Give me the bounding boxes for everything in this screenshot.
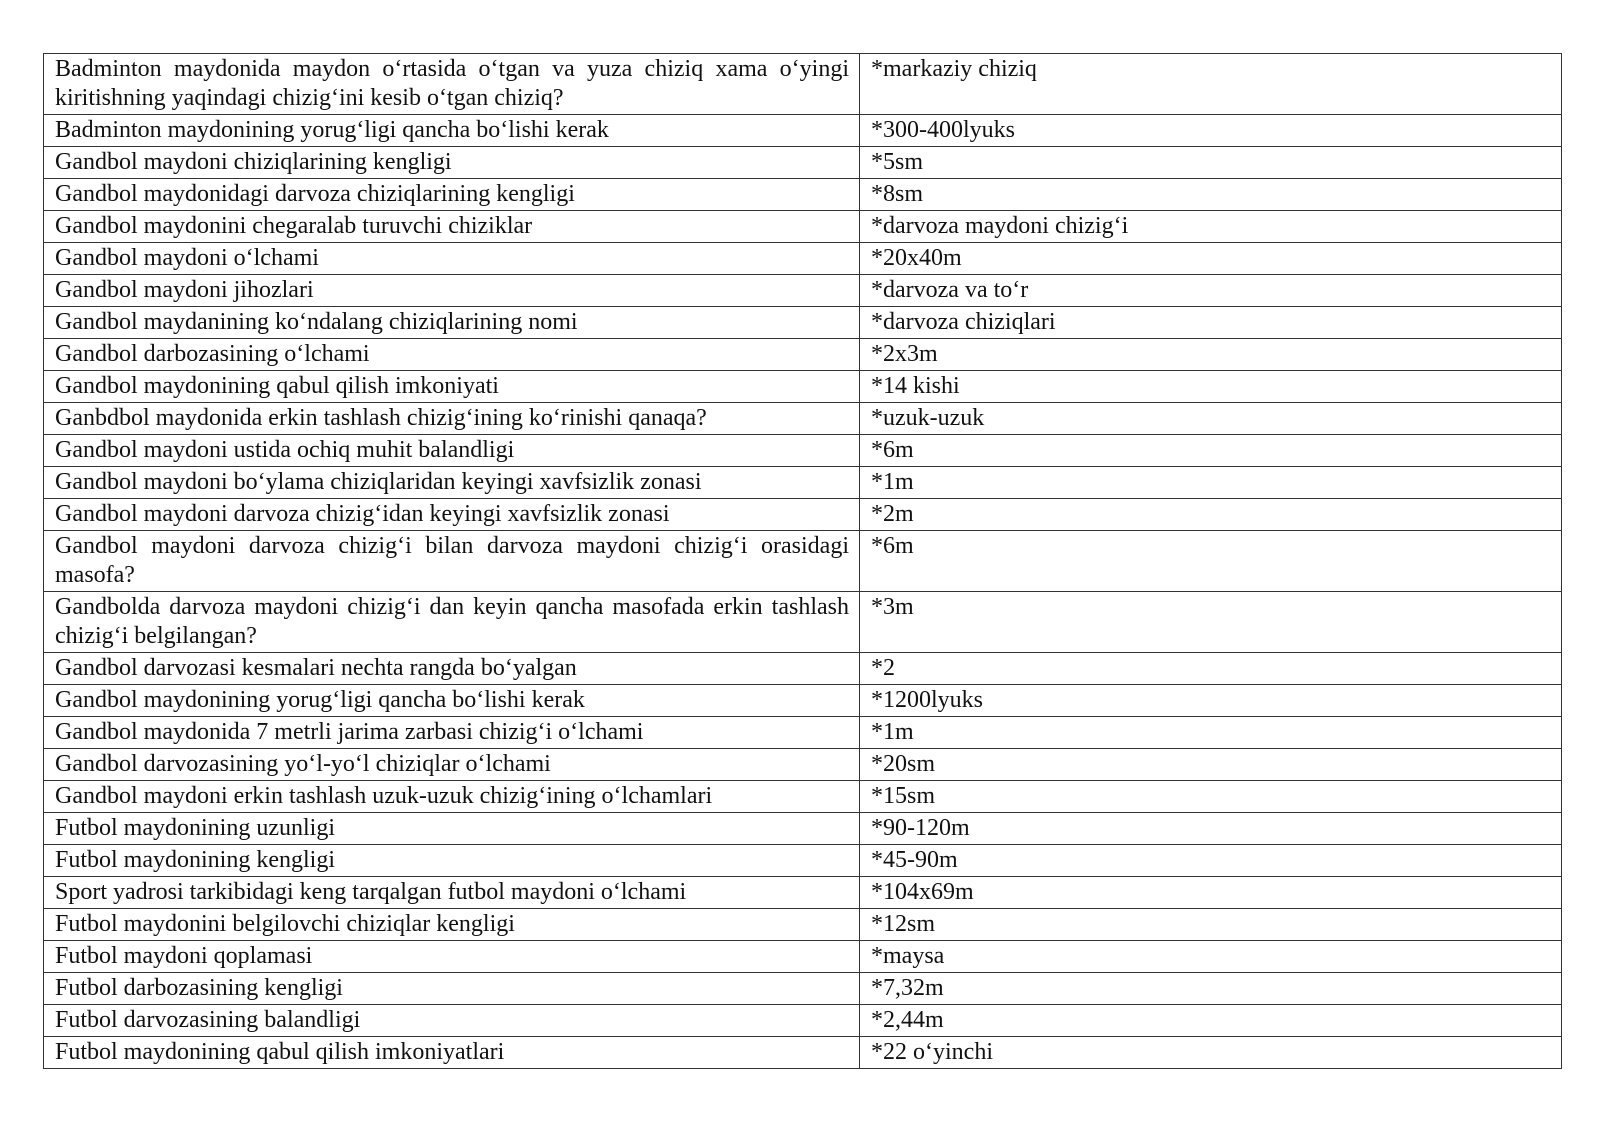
question-cell: Gandbol maydoni jihozlari (44, 275, 860, 307)
question-cell: Gandbol maydonining qabul qilish imkoniyati (44, 371, 860, 403)
answer-cell: *104x69m (860, 877, 1562, 909)
answer-cell: *2,44m (860, 1005, 1562, 1037)
question-cell: Gandbol maydoni o‘lchami (44, 243, 860, 275)
answer-cell: *6m (860, 435, 1562, 467)
table-row (44, 909, 1562, 941)
table-row (44, 243, 1562, 275)
qa-table (43, 53, 1562, 1069)
table-row (44, 54, 1562, 115)
question-cell: Futbol maydonining uzunligi (44, 813, 860, 845)
answer-cell: *darvoza chiziqlari (860, 307, 1562, 339)
question-cell: Gandbol maydonida 7 metrli jarima zarbasi chizig‘i o‘lchami (44, 717, 860, 749)
table-row (44, 147, 1562, 179)
table-row (44, 592, 1562, 653)
question-cell: Gandbol maydoni darvoza chizig‘idan keyingi xavfsizlik zonasi (44, 499, 860, 531)
answer-cell: *maysa (860, 941, 1562, 973)
question-cell: Gandbol maydoni ustida ochiq muhit balandligi (44, 435, 860, 467)
table-row (44, 941, 1562, 973)
table-row (44, 877, 1562, 909)
answer-cell: *14 kishi (860, 371, 1562, 403)
table-row (44, 531, 1562, 592)
question-cell: Badminton maydonida maydon o‘rtasida o‘tgan va yuza chiziq xama o‘yingi kiritishning yaqindagi chizig‘ini kesib o‘tgan chiziq? (44, 54, 860, 115)
question-cell: Gandbol maydanining ko‘ndalang chiziqlarining nomi (44, 307, 860, 339)
question-cell: Gandbol maydonining yorug‘ligi qancha bo‘lishi kerak (44, 685, 860, 717)
table-row (44, 685, 1562, 717)
question-cell: Gandbol darvozasi kesmalari nechta rangda bo‘yalgan (44, 653, 860, 685)
table-row (44, 371, 1562, 403)
table-row (44, 339, 1562, 371)
question-cell: Futbol darvozasining balandligi (44, 1005, 860, 1037)
question-cell: Gandbolda darvoza maydoni chizig‘i dan keyin qancha masofada erkin tashlash chizig‘i belgilangan? (44, 592, 860, 653)
question-cell: Futbol maydonining kengligi (44, 845, 860, 877)
table-row (44, 653, 1562, 685)
answer-cell: *15sm (860, 781, 1562, 813)
table-row (44, 211, 1562, 243)
answer-cell: *uzuk-uzuk (860, 403, 1562, 435)
question-cell: Futbol maydonining qabul qilish imkoniyatlari (44, 1037, 860, 1069)
answer-cell: *darvoza maydoni chizig‘i (860, 211, 1562, 243)
table-row (44, 467, 1562, 499)
table-row (44, 499, 1562, 531)
table-row (44, 275, 1562, 307)
answer-cell: *5sm (860, 147, 1562, 179)
question-cell: Futbol maydoni qoplamasi (44, 941, 860, 973)
table-row (44, 845, 1562, 877)
question-cell: Gandbol maydoni bo‘ylama chiziqlaridan keyingi xavfsizlik zonasi (44, 467, 860, 499)
answer-cell: *1m (860, 717, 1562, 749)
answer-cell: *6m (860, 531, 1562, 592)
table-row (44, 781, 1562, 813)
answer-cell: *22 o‘yinchi (860, 1037, 1562, 1069)
answer-cell: *300-400lyuks (860, 115, 1562, 147)
answer-cell: *2m (860, 499, 1562, 531)
answer-cell: *90-120m (860, 813, 1562, 845)
table-row (44, 813, 1562, 845)
table-row (44, 115, 1562, 147)
table-row (44, 749, 1562, 781)
answer-cell: *8sm (860, 179, 1562, 211)
question-cell: Futbol maydonini belgilovchi chiziqlar kengligi (44, 909, 860, 941)
question-cell: Gandbol darbozasining o‘lchami (44, 339, 860, 371)
table-row (44, 1005, 1562, 1037)
question-cell: Gandbol darvozasining yo‘l-yo‘l chiziqlar o‘lchami (44, 749, 860, 781)
question-cell: Gandbol maydoni darvoza chizig‘i bilan darvoza maydoni chizig‘i orasidagi masofa? (44, 531, 860, 592)
answer-cell: *markaziy chiziq (860, 54, 1562, 115)
table-row (44, 973, 1562, 1005)
table-row (44, 435, 1562, 467)
question-cell: Sport yadrosi tarkibidagi keng tarqalgan futbol maydoni o‘lchami (44, 877, 860, 909)
question-cell: Gandbol maydonini chegaralab turuvchi chiziklar (44, 211, 860, 243)
table-row (44, 717, 1562, 749)
answer-cell: *20sm (860, 749, 1562, 781)
answer-cell: *45-90m (860, 845, 1562, 877)
table-row (44, 179, 1562, 211)
answer-cell: *1m (860, 467, 1562, 499)
answer-cell: *12sm (860, 909, 1562, 941)
table-row (44, 403, 1562, 435)
question-cell: Ganbdbol maydonida erkin tashlash chizig‘ining ko‘rinishi qanaqa? (44, 403, 860, 435)
table-row (44, 1037, 1562, 1069)
question-cell: Futbol darbozasining kengligi (44, 973, 860, 1005)
qa-table-body (44, 54, 1562, 1069)
question-cell: Gandbol maydoni erkin tashlash uzuk-uzuk chizig‘ining o‘lchamlari (44, 781, 860, 813)
answer-cell: *2 (860, 653, 1562, 685)
answer-cell: *3m (860, 592, 1562, 653)
answer-cell: *7,32m (860, 973, 1562, 1005)
answer-cell: *2x3m (860, 339, 1562, 371)
question-cell: Gandbol maydoni chiziqlarining kengligi (44, 147, 860, 179)
answer-cell: *1200lyuks (860, 685, 1562, 717)
answer-cell: *20x40m (860, 243, 1562, 275)
table-row (44, 307, 1562, 339)
question-cell: Gandbol maydonidagi darvoza chiziqlarining kengligi (44, 179, 860, 211)
answer-cell: *darvoza va to‘r (860, 275, 1562, 307)
question-cell: Badminton maydonining yorug‘ligi qancha bo‘lishi kerak (44, 115, 860, 147)
